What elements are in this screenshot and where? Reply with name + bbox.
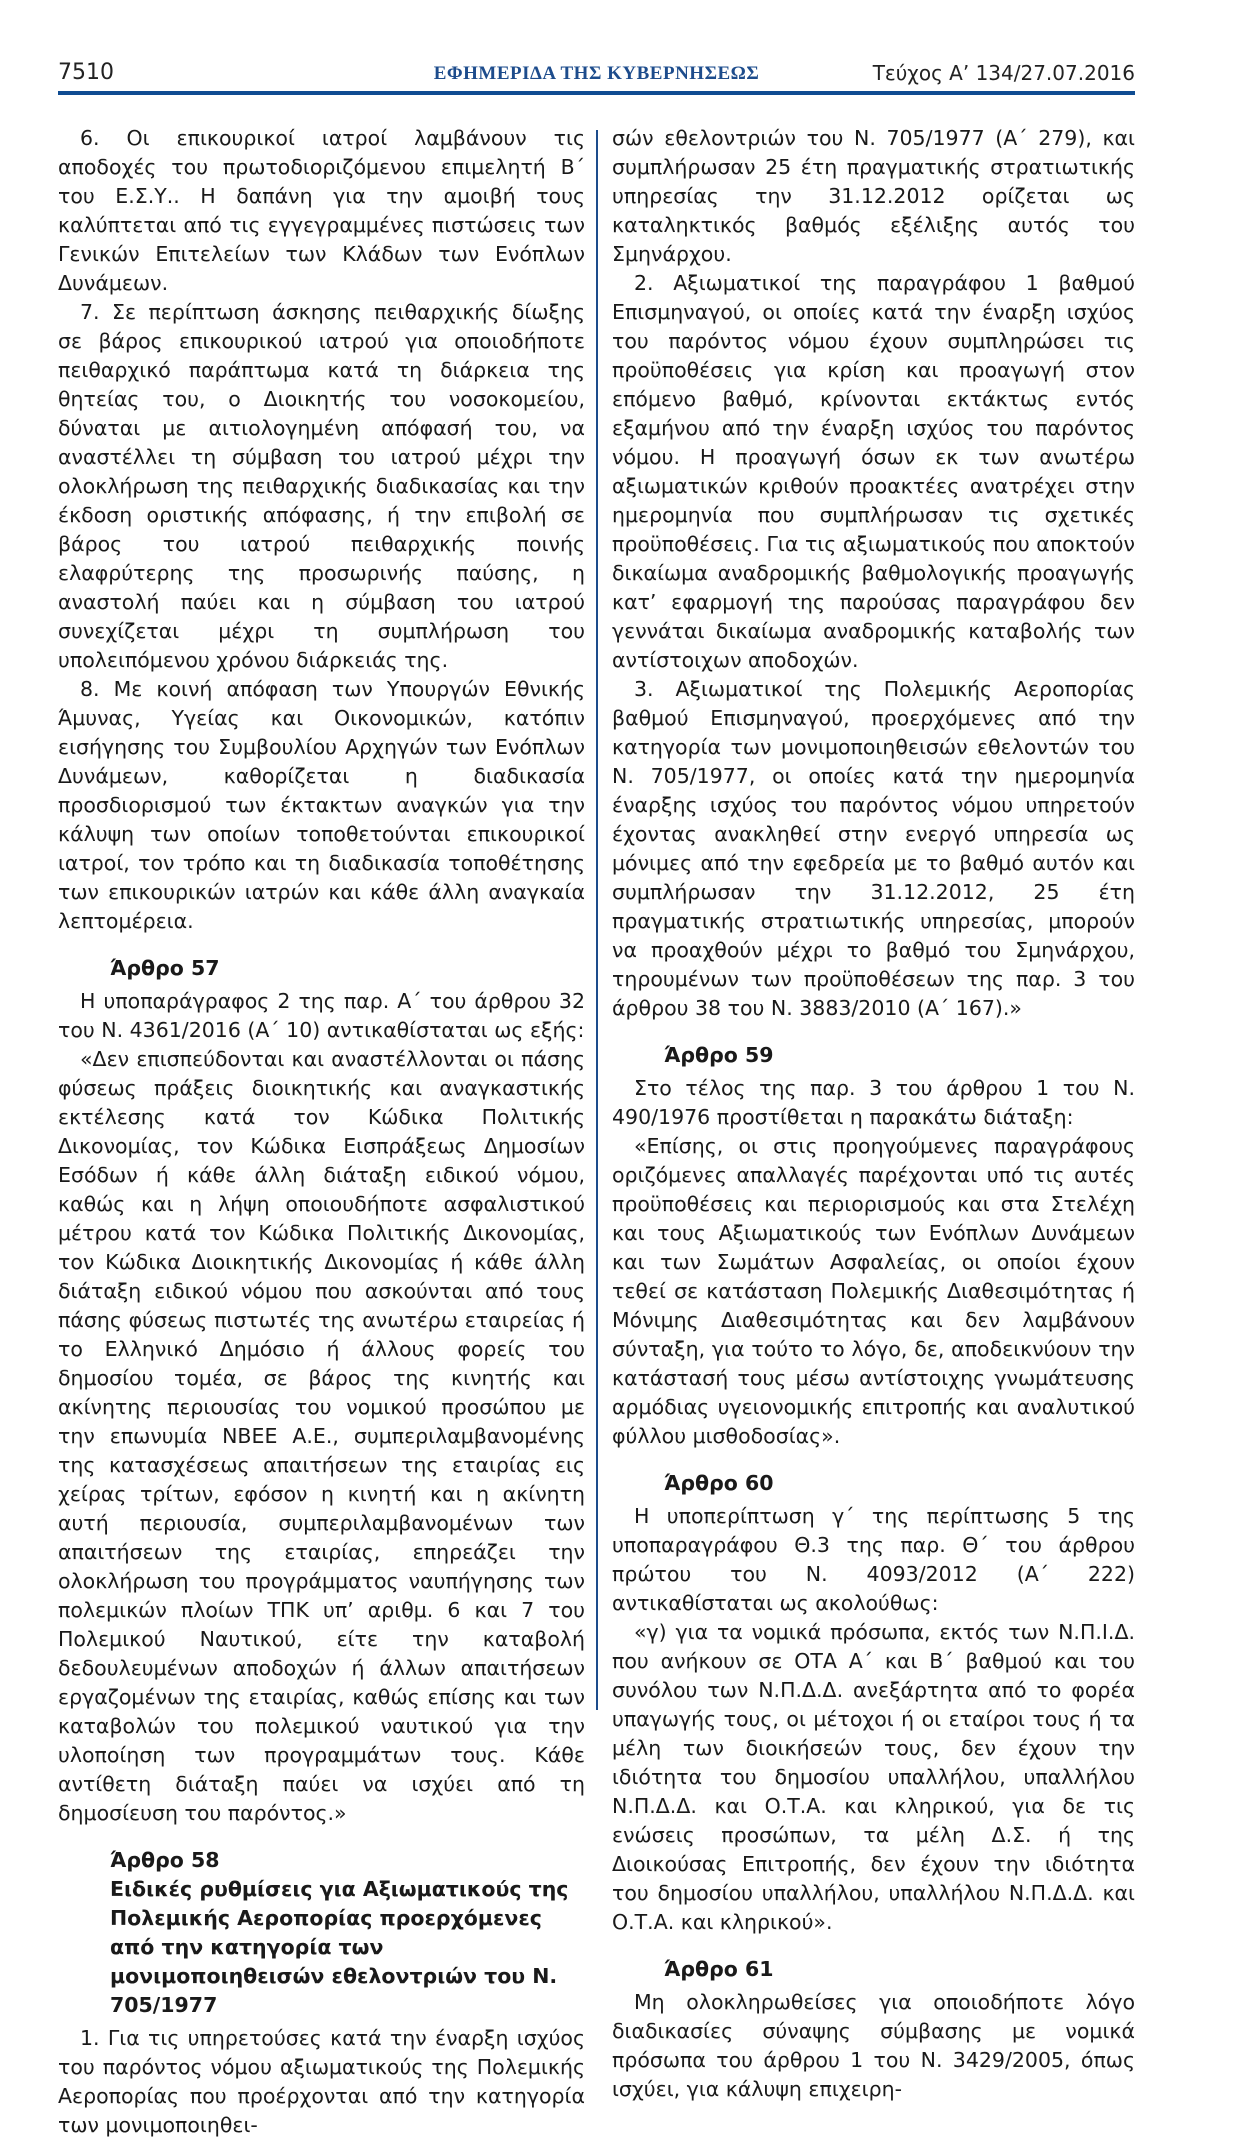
article-57-intro: Η υποπαράγραφος 2 της παρ. Α΄ του άρθρου 32 του Ν. 4361/2016 (Α΄ 10) αντικαθίσταται ως εξής: xyxy=(58,989,585,1042)
article-59-heading: Άρθρο 59 xyxy=(664,1043,774,1067)
right-column xyxy=(612,124,1135,2104)
article-58-heading xyxy=(58,1846,585,2020)
article-58-paragraph-3: 3. Αξιωματικοί της Πολεμικής Αεροπορίας βαθμού Επισμηναγού, προερχόμενες από την κατηγορία των μονιμοποιηθεισών εθελοντών του Ν. 705/1977, οι οποίες κατά την ημερομηνία έναρξης ισχύος του παρόντος νόμου υπηρετούν έχοντας ανακληθεί στην ενεργό υπηρεσία ως μόνιμες από την εφεδρεία με το βαθμό αυτόν και συμπλήρωσαν την 31.12.2012, 25 έτη πραγματικής στρατιωτικής υπηρεσίας, μπορούν να προαχθούν μέχρι το βαθμό του Σμηνάρχου, τηρουμένων των προϋποθέσεων της παρ. 3 του άρθρου 38 του Ν. 3883/2010 (Α΄ 167).» xyxy=(612,677,1135,1020)
issue-info: Τεύχος Α’ 134/27.07.2016 xyxy=(872,61,1135,85)
article-60-heading: Άρθρο 60 xyxy=(664,1471,774,1495)
article-61-paragraph: Μη ολοκληρωθείσες για οποιοδήποτε λόγο διαδικασίες σύναψης σύμβασης με νομικά πρόσωπα του άρθρου 1 του Ν. 3429/2005, όπως ισχύει, για κάλυψη επιχειρη- xyxy=(612,1990,1135,2101)
article-58-number: Άρθρο 58 xyxy=(110,1848,220,1872)
page-header xyxy=(58,58,1135,94)
header-rule xyxy=(58,91,1135,95)
paragraph-8: 8. Με κοινή απόφαση των Υπουργών Εθνικής Άμυνας, Υγείας και Οικονομικών, κατόπιν εισήγησης του Συμβουλίου Αρχηγών των Ενόπλων Δυνάμεων, καθορίζεται η διαδικασία προσδιορισμού των έκτακτων αναγκών για την κάλυψη των οποίων τοποθετούνται επικουρικοί ιατροί, τον τρόπο και τη διαδικασία τοποθέτησης των επικουρικών ιατρών και κάθε άλλη αναγκαία λεπτομέρεια. xyxy=(58,677,585,933)
article-57-heading: Άρθρο 57 xyxy=(110,956,220,980)
page-number: 7510 xyxy=(58,60,114,85)
column-divider xyxy=(596,130,598,1710)
article-58-subtitle: Ειδικές ρυθμίσεις για Αξιωματικούς της Πολεμικής Αεροπορίας προερχόμενες από την κατηγορία των μονιμοποιηθεισών εθελοντριών του Ν. 705/1977 xyxy=(110,1877,569,2017)
gazette-title: ΕΦΗΜΕΡΙΔΑ ΤΗΣ ΚΥΒΕΡΝΗΣΕΩΣ xyxy=(433,63,760,84)
article-60-quote: «γ) για τα νομικά πρόσωπα, εκτός των Ν.Π.Ι.Δ. που ανήκουν σε ΟΤΑ Α΄ και Β΄ βαθμού και του συνόλου των Ν.Π.Δ.Δ. ανεξάρτητα από το φορέα υπαγωγής τους, οι μέτοχοι ή οι εταίροι τους ή τα μέλη των διοικήσεών τους, δεν έχουν την ιδιότητα του δημοσίου υπαλλήλου, υπαλλήλου Ν.Π.Δ.Δ. και Ο.Τ.Α. και κληρικού, για δε τις ενώσεις προσώπων, τα μέλη Δ.Σ. ή της Διοικούσας Επιτροπής, δεν έχουν την ιδιότητα του δημοσίου υπαλλήλου, υπαλλήλου Ν.Π.Δ.Δ. και Ο.Τ.Α. και κληρικού». xyxy=(612,1620,1135,1934)
article-59-quote: «Επίσης, οι στις προηγούμενες παραγράφους οριζόμενες απαλλαγές παρέχονται υπό τις αυτές προϋποθέσεις και περιορισμούς και στα Στελέχη και τους Αξιωματικούς των Ενόπλων Δυνάμεων και των Σωμάτων Ασφαλείας, οι οποίοι έχουν τεθεί σε κατάσταση Πολεμικής Διαθεσιμότητας ή Μόνιμης Διαθεσιμότητας και δεν λαμβάνουν σύνταξη, για τούτο το λόγο, δε, αποδεικνύουν την κατάστασή τους μέσω αντίστοιχης γνωμάτευσης αρμόδιας υγειονομικής επιτροπής και αναλυτικού φύλλου μισθοδοσίας». xyxy=(612,1134,1135,1448)
paragraph-7: 7. Σε περίπτωση άσκησης πειθαρχικής δίωξης σε βάρος επικουρικού ιατρού για οποιοδήποτε πειθαρχικό παράπτωμα κατά τη διάρκεια της θητείας του, ο Διοικητής του νοσοκομείου, δύναται με αιτιολογημένη απόφασή του, να αναστέλλει τη σύμβαση του ιατρού μέχρι την ολοκλήρωση της πειθαρχικής διαδικασίας και την έκδοση οριστικής απόφασης, ή την επιβολή σε βάρος του ιατρού πειθαρχικής ποινής ελαφρύτερης της προσωρινής παύσης, η αναστολή παύει και η σύμβαση του ιατρού συνεχίζεται μέχρι τη συμπλήρωση του υπολειπόμενου χρόνου διάρκειάς της. xyxy=(58,300,585,672)
article-58-paragraph-2: 2. Αξιωματικοί της παραγράφου 1 βαθμού Επισμηναγού, οι οποίες κατά την έναρξη ισχύος του παρόντος νόμου έχουν συμπληρώσει τις προϋποθέσεις για κρίση και προαγωγή στον επόμενο βαθμό, κρίνονται εκτάκτως εντός εξαμήνου από την έναρξη ισχύος του παρόντος νόμου. Η προαγωγή όσων εκ των ανωτέρω αξιωματικών κριθούν προακτέες ανατρέχει στην ημερομηνία που συμπλήρωσαν τις σχετικές προϋποθέσεις. Για τις αξιωματικούς που αποκτούν δικαίωμα αναδρομικής βαθμολογικής προαγωγής κατ’ εφαρμογή της παρούσας παραγράφου δεν γεννάται δικαίωμα αναδρομικής καταβολής των αντίστοιχων αποδοχών. xyxy=(612,271,1135,672)
paragraph-6: 6. Οι επικουρικοί ιατροί λαμβάνουν τις αποδοχές του πρωτοδιοριζόμενου επιμελητή Β΄ του Ε.Σ.Υ.. Η δαπάνη για την αμοιβή τους καλύπτεται από τις εγγεγραμμένες πιστώσεις των Γενικών Επιτελείων των Κλάδων των Ενόπλων Δυνάμεων. xyxy=(58,126,585,295)
left-column xyxy=(58,124,585,2140)
article-58-paragraph-1: 1. Για τις υπηρετούσες κατά την έναρξη ισχύος του παρόντος νόμου αξιωματικούς της Πολεμικής Αεροπορίας που προέρχονται από την κατηγορία των μονιμοποιηθει- xyxy=(58,2026,585,2137)
article-60-intro: Η υποπερίπτωση γ΄ της περίπτωσης 5 της υποπαραγράφου Θ.3 της παρ. Θ΄ του άρθρου πρώτου του Ν. 4093/2012 (Α΄ 222) αντικαθίσταται ως ακολούθως: xyxy=(612,1504,1135,1615)
article-57-quote: «Δεν επισπεύδονται και αναστέλλονται οι πάσης φύσεως πράξεις διοικητικής και αναγκαστικής εκτέλεσης κατά τον Κώδικα Πολιτικής Δικονομίας, τον Κώδικα Εισπράξεως Δημοσίων Εσόδων ή κάθε άλλη διάταξη ειδικού νόμου, καθώς και η λήψη οποιουδήποτε ασφαλιστικού μέτρου κατά τον Κώδικα Πολιτικής Δικονομίας, τον Κώδικα Διοικητικής Δικονομίας ή κάθε άλλη διάταξη ειδικού νόμου που ασκούνται από τους πάσης φύσεως πιστωτές της ανωτέρω εταιρείας ή το Ελληνικό Δημόσιο ή άλλους φορείς του δημοσίου τομέα, σε βάρος της κινητής και ακίνητης περιουσίας του νομικού προσώπου με την επωνυμία ΝΒΕΕ Α.Ε., συμπεριλαμβανομένης της κατασχέσεως απαιτήσεων της εταιρίας εις χείρας τρίτων, εφόσον η κινητή και η ακίνητη αυτή περιουσία, συμπεριλαμβανομένων των απαιτήσεων της εταιρίας, επηρεάζει την ολοκλήρωση του προγράμματος ναυπήγησης των πολεμικών πλοίων ΤΠΚ υπ’ αριθμ. 6 και 7 του Πολεμικού Ναυτικού, είτε την καταβολή δεδουλευμένων αποδοχών ή άλλων απαιτήσεων εργαζομένων της εταιρίας, καθώς επίσης και των καταβολών του πολεμικού ναυτικού για την υλοποίηση των προγραμμάτων τους. Κάθε αντίθετη διάταξη παύει να ισχύει από τη δημοσίευση του παρόντος.» xyxy=(58,1047,585,1825)
article-58-paragraph-1-continued: σών εθελοντριών του Ν. 705/1977 (Α΄ 279), και συμπλήρωσαν 25 έτη πραγματικής στρατιωτικής υπηρεσίας την 31.12.2012 ορίζεται ως καταληκτικός βαθμός εξέλιξης αυτός του Σμηνάρχου. xyxy=(612,126,1135,266)
article-61-heading: Άρθρο 61 xyxy=(664,1957,774,1981)
article-59-intro: Στο τέλος της παρ. 3 του άρθρου 1 του Ν. 490/1976 προστίθεται η παρακάτω διάταξη: xyxy=(612,1076,1135,1129)
